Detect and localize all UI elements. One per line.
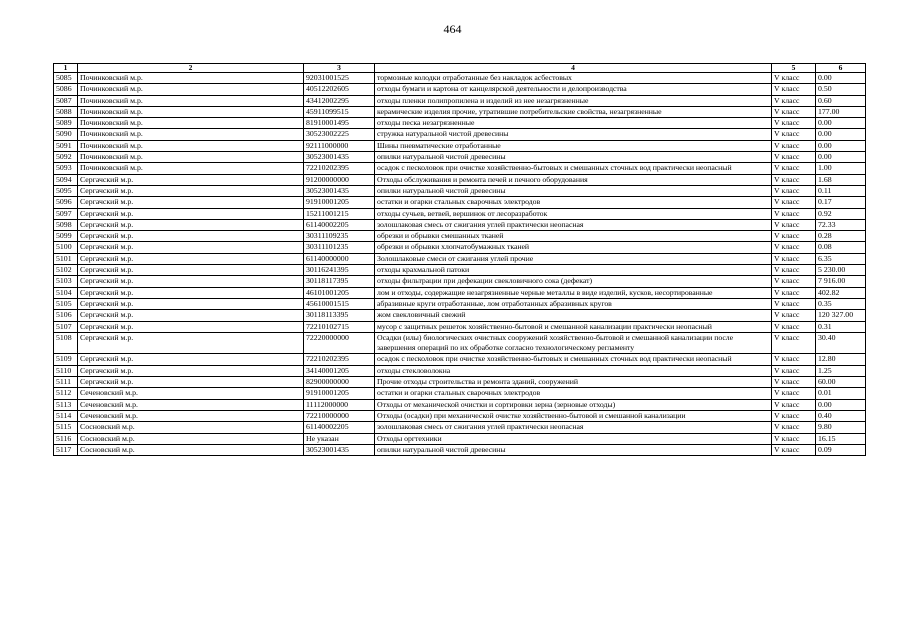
waste-code-cell: 81910001495 <box>304 118 375 129</box>
waste-description-cell: Шины пневматические отработанные <box>375 140 772 151</box>
district-cell: Сергачский м.р. <box>78 321 304 332</box>
table-row <box>54 388 866 399</box>
table-row <box>54 433 866 444</box>
hazard-class-cell: V класс <box>772 422 816 433</box>
table-row <box>54 95 866 106</box>
table-row <box>54 265 866 276</box>
amount-cell: 1.25 <box>816 365 866 376</box>
district-cell: Сергачский м.р. <box>78 174 304 185</box>
table-row <box>54 332 866 354</box>
waste-description-cell: керамические изделия прочие, утратившие потребительские свойства, незагрязненные <box>375 106 772 117</box>
row-number-cell: 5107 <box>54 321 78 332</box>
waste-description-cell: лом и отходы, содержащие незагрязненные черные металлы в виде изделий, кусков, несортированные <box>375 287 772 298</box>
district-cell: Сергачский м.р. <box>78 365 304 376</box>
waste-code-cell: 30116241395 <box>304 265 375 276</box>
amount-cell: 9.80 <box>816 422 866 433</box>
waste-description-cell: обрезки и обрывки хлопчатобумажных тканей <box>375 242 772 253</box>
waste-code-cell: 11112000000 <box>304 399 375 410</box>
hazard-class-cell: V класс <box>772 106 816 117</box>
amount-cell: 7 916.00 <box>816 276 866 287</box>
waste-description-cell: абразивные круги отработанные, лом отработанных абразивных кругов <box>375 298 772 309</box>
waste-code-cell: 91200000000 <box>304 174 375 185</box>
district-cell: Починковский м.р. <box>78 118 304 129</box>
hazard-class-cell: V класс <box>772 140 816 151</box>
district-cell: Сергачский м.р. <box>78 276 304 287</box>
table-row <box>54 129 866 140</box>
amount-cell: 0.08 <box>816 242 866 253</box>
hazard-class-cell: V класс <box>772 95 816 106</box>
amount-cell: 1.00 <box>816 163 866 174</box>
hazard-class-cell: V класс <box>772 174 816 185</box>
table-row <box>54 140 866 151</box>
waste-description-cell: Осадки (илы) биологических очистных сооружений хозяйственно-бытовой и смешанной канализации после завершения операций по их обработке согласно технологическому регламенту <box>375 332 772 354</box>
row-number-cell: 5110 <box>54 365 78 376</box>
waste-code-cell: 30118113395 <box>304 310 375 321</box>
header-col-1: 1 <box>54 64 78 73</box>
hazard-class-cell: V класс <box>772 231 816 242</box>
waste-code-cell: 72210102715 <box>304 321 375 332</box>
hazard-class-cell: V класс <box>772 208 816 219</box>
row-number-cell: 5108 <box>54 332 78 354</box>
amount-cell: 0.17 <box>816 197 866 208</box>
row-number-cell: 5104 <box>54 287 78 298</box>
table-row <box>54 310 866 321</box>
hazard-class-cell: V класс <box>772 197 816 208</box>
table-row <box>54 152 866 163</box>
table-row <box>54 163 866 174</box>
table-row <box>54 410 866 421</box>
amount-cell: 30.40 <box>816 332 866 354</box>
hazard-class-cell: V класс <box>772 84 816 95</box>
table-row <box>54 422 866 433</box>
waste-code-cell: 91910001205 <box>304 197 375 208</box>
waste-code-cell: 30118117395 <box>304 276 375 287</box>
amount-cell: 402.82 <box>816 287 866 298</box>
hazard-class-cell: V класс <box>772 321 816 332</box>
amount-cell: 0.09 <box>816 444 866 455</box>
district-cell: Починковский м.р. <box>78 95 304 106</box>
table-row <box>54 298 866 309</box>
hazard-class-cell: V класс <box>772 73 816 84</box>
waste-description-cell: мусор с защитных решеток хозяйственно-бытовой и смешанной канализации практически неопасный <box>375 321 772 332</box>
row-number-cell: 5097 <box>54 208 78 219</box>
table-row <box>54 73 866 84</box>
waste-description-cell: отходы песка незагрязненные <box>375 118 772 129</box>
district-cell: Сергачский м.р. <box>78 185 304 196</box>
waste-code-cell: 30311109235 <box>304 231 375 242</box>
hazard-class-cell: V класс <box>772 310 816 321</box>
district-cell: Сосновский м.р. <box>78 422 304 433</box>
hazard-class-cell: V класс <box>772 354 816 365</box>
waste-description-cell: отходы бумаги и картона от канцелярской деятельности и делопроизводства <box>375 84 772 95</box>
district-cell: Сергачский м.р. <box>78 242 304 253</box>
district-cell: Сосновский м.р. <box>78 444 304 455</box>
waste-code-cell: 40512202605 <box>304 84 375 95</box>
hazard-class-cell: V класс <box>772 163 816 174</box>
row-number-cell: 5114 <box>54 410 78 421</box>
row-number-cell: 5091 <box>54 140 78 151</box>
waste-code-cell: 92111000000 <box>304 140 375 151</box>
hazard-class-cell: V класс <box>772 185 816 196</box>
waste-description-cell: золошлаковая смесь от сжигания углей практически неопасная <box>375 422 772 433</box>
row-number-cell: 5088 <box>54 106 78 117</box>
table-row <box>54 276 866 287</box>
waste-description-cell: опилки натуральной чистой древесины <box>375 152 772 163</box>
hazard-class-cell: V класс <box>772 433 816 444</box>
hazard-class-cell: V класс <box>772 377 816 388</box>
waste-code-cell: 30523001435 <box>304 444 375 455</box>
table-row <box>54 208 866 219</box>
header-col-4: 4 <box>375 64 772 73</box>
waste-table <box>53 63 866 456</box>
amount-cell: 0.00 <box>816 129 866 140</box>
waste-code-cell: 82900000000 <box>304 377 375 388</box>
waste-description-cell: жом свекловичный свежий <box>375 310 772 321</box>
amount-cell: 1.68 <box>816 174 866 185</box>
row-number-cell: 5099 <box>54 231 78 242</box>
district-cell: Починковский м.р. <box>78 163 304 174</box>
table-row <box>54 377 866 388</box>
amount-cell: 5 230.00 <box>816 265 866 276</box>
district-cell: Сергачский м.р. <box>78 310 304 321</box>
table-row <box>54 242 866 253</box>
waste-code-cell: 30523001435 <box>304 185 375 196</box>
table-row <box>54 118 866 129</box>
district-cell: Починковский м.р. <box>78 84 304 95</box>
row-number-cell: 5106 <box>54 310 78 321</box>
row-number-cell: 5087 <box>54 95 78 106</box>
row-number-cell: 5100 <box>54 242 78 253</box>
row-number-cell: 5085 <box>54 73 78 84</box>
row-number-cell: 5117 <box>54 444 78 455</box>
waste-code-cell: 46101001205 <box>304 287 375 298</box>
amount-cell: 0.00 <box>816 118 866 129</box>
hazard-class-cell: V класс <box>772 242 816 253</box>
district-cell: Починковский м.р. <box>78 140 304 151</box>
row-number-cell: 5115 <box>54 422 78 433</box>
amount-cell: 6.35 <box>816 253 866 264</box>
amount-cell: 0.01 <box>816 388 866 399</box>
district-cell: Сергачский м.р. <box>78 219 304 230</box>
waste-description-cell: Отходы оргтехники <box>375 433 772 444</box>
amount-cell: 12.80 <box>816 354 866 365</box>
hazard-class-cell: V класс <box>772 276 816 287</box>
waste-description-cell: Золошлаковые смеси от сжигания углей прочие <box>375 253 772 264</box>
waste-code-cell: 43412002295 <box>304 95 375 106</box>
row-number-cell: 5113 <box>54 399 78 410</box>
table-row <box>54 321 866 332</box>
waste-description-cell: обрезки и обрывки смешанных тканей <box>375 231 772 242</box>
table-row <box>54 231 866 242</box>
waste-code-cell: 15211001215 <box>304 208 375 219</box>
amount-cell: 0.28 <box>816 231 866 242</box>
district-cell: Сеченовский м.р. <box>78 410 304 421</box>
amount-cell: 0.00 <box>816 73 866 84</box>
hazard-class-cell: V класс <box>772 298 816 309</box>
waste-description-cell: осадок с песколовок при очистке хозяйственно-бытовых и смешанных сточных вод практически неопасный <box>375 163 772 174</box>
amount-cell: 60.00 <box>816 377 866 388</box>
hazard-class-cell: V класс <box>772 444 816 455</box>
row-number-cell: 5116 <box>54 433 78 444</box>
waste-code-cell: 72220000000 <box>304 332 375 354</box>
waste-code-cell: 92031001525 <box>304 73 375 84</box>
table-row <box>54 197 866 208</box>
waste-code-cell: 45911099515 <box>304 106 375 117</box>
amount-cell: 120 327.00 <box>816 310 866 321</box>
row-number-cell: 5094 <box>54 174 78 185</box>
waste-description-cell: Отходы (осадки) при механической очистке хозяйственно-бытовой и смешанной канализации <box>375 410 772 421</box>
row-number-cell: 5086 <box>54 84 78 95</box>
table-row <box>54 185 866 196</box>
waste-code-cell: 91910001205 <box>304 388 375 399</box>
waste-description-cell: осадок с песколовок при очистке хозяйственно-бытовых и смешанных сточных вод практически неопасный <box>375 354 772 365</box>
district-cell: Сергачский м.р. <box>78 287 304 298</box>
waste-code-cell: 34140001205 <box>304 365 375 376</box>
hazard-class-cell: V класс <box>772 332 816 354</box>
district-cell: Сеченовский м.р. <box>78 399 304 410</box>
row-number-cell: 5093 <box>54 163 78 174</box>
district-cell: Сергачский м.р. <box>78 332 304 354</box>
table-row <box>54 354 866 365</box>
waste-description-cell: стружка натуральной чистой древесины <box>375 129 772 140</box>
table-body <box>54 73 866 456</box>
waste-description-cell: отходы сучьев, ветвей, вершинок от лесоразработок <box>375 208 772 219</box>
waste-description-cell: опилки натуральной чистой древесины <box>375 185 772 196</box>
hazard-class-cell: V класс <box>772 118 816 129</box>
row-number-cell: 5089 <box>54 118 78 129</box>
waste-code-cell: 72210000000 <box>304 410 375 421</box>
waste-description-cell: тормозные колодки отработанные без накладок асбестовых <box>375 73 772 84</box>
waste-description-cell: Прочие отходы строительства и ремонта зданий, сооружений <box>375 377 772 388</box>
row-number-cell: 5098 <box>54 219 78 230</box>
waste-code-cell: 45610001515 <box>304 298 375 309</box>
table-row <box>54 287 866 298</box>
amount-cell: 0.00 <box>816 152 866 163</box>
amount-cell: 0.31 <box>816 321 866 332</box>
waste-description-cell: Отходы обслуживания и ремонта печей и печного оборудования <box>375 174 772 185</box>
district-cell: Сергачский м.р. <box>78 231 304 242</box>
table-row <box>54 174 866 185</box>
waste-description-cell: отходы стекловолокна <box>375 365 772 376</box>
hazard-class-cell: V класс <box>772 287 816 298</box>
amount-cell: 0.11 <box>816 185 866 196</box>
amount-cell: 0.40 <box>816 410 866 421</box>
amount-cell: 177.00 <box>816 106 866 117</box>
row-number-cell: 5105 <box>54 298 78 309</box>
amount-cell: 0.00 <box>816 140 866 151</box>
waste-code-cell: 30523001435 <box>304 152 375 163</box>
table-row <box>54 399 866 410</box>
row-number-cell: 5102 <box>54 265 78 276</box>
waste-description-cell: отходы пленки полипропилена и изделий из нее незагрязненные <box>375 95 772 106</box>
district-cell: Сергачский м.р. <box>78 354 304 365</box>
waste-code-cell: 61140000000 <box>304 253 375 264</box>
amount-cell: 0.60 <box>816 95 866 106</box>
waste-code-cell: 72210202395 <box>304 163 375 174</box>
district-cell: Сергачский м.р. <box>78 377 304 388</box>
table-row <box>54 253 866 264</box>
waste-code-cell: 61140002205 <box>304 422 375 433</box>
hazard-class-cell: V класс <box>772 399 816 410</box>
row-number-cell: 5103 <box>54 276 78 287</box>
hazard-class-cell: V класс <box>772 410 816 421</box>
waste-code-cell: 30311101235 <box>304 242 375 253</box>
table-row <box>54 365 866 376</box>
table-row <box>54 106 866 117</box>
amount-cell: 72.33 <box>816 219 866 230</box>
header-col-5: 5 <box>772 64 816 73</box>
row-number-cell: 5095 <box>54 185 78 196</box>
hazard-class-cell: V класс <box>772 365 816 376</box>
row-number-cell: 5090 <box>54 129 78 140</box>
waste-description-cell: золошлаковая смесь от сжигания углей практически неопасная <box>375 219 772 230</box>
district-cell: Починковский м.р. <box>78 129 304 140</box>
hazard-class-cell: V класс <box>772 152 816 163</box>
amount-cell: 0.00 <box>816 399 866 410</box>
amount-cell: 16.15 <box>816 433 866 444</box>
district-cell: Починковский м.р. <box>78 73 304 84</box>
header-row <box>54 64 866 73</box>
waste-description-cell: остатки и огарки стальных сварочных электродов <box>375 197 772 208</box>
waste-code-cell: Не указан <box>304 433 375 444</box>
waste-description-cell: опилки натуральной чистой древесины <box>375 444 772 455</box>
district-cell: Сергачский м.р. <box>78 197 304 208</box>
waste-description-cell: отходы фильтрации при дефекации свекловичного сока (дефекат) <box>375 276 772 287</box>
hazard-class-cell: V класс <box>772 253 816 264</box>
district-cell: Сергачский м.р. <box>78 265 304 276</box>
row-number-cell: 5112 <box>54 388 78 399</box>
district-cell: Сеченовский м.р. <box>78 388 304 399</box>
waste-description-cell: отходы крахмальной патоки <box>375 265 772 276</box>
amount-cell: 0.50 <box>816 84 866 95</box>
hazard-class-cell: V класс <box>772 265 816 276</box>
waste-description-cell: Отходы от механической очистки и сортировки зерна (зерновые отходы) <box>375 399 772 410</box>
page-number: 464 <box>443 22 462 36</box>
waste-code-cell: 72210202395 <box>304 354 375 365</box>
district-cell: Починковский м.р. <box>78 152 304 163</box>
row-number-cell: 5109 <box>54 354 78 365</box>
row-number-cell: 5096 <box>54 197 78 208</box>
amount-cell: 0.92 <box>816 208 866 219</box>
district-cell: Сергачский м.р. <box>78 298 304 309</box>
hazard-class-cell: V класс <box>772 388 816 399</box>
row-number-cell: 5101 <box>54 253 78 264</box>
district-cell: Починковский м.р. <box>78 106 304 117</box>
waste-description-cell: остатки и огарки стальных сварочных электродов <box>375 388 772 399</box>
row-number-cell: 5111 <box>54 377 78 388</box>
header-col-3: 3 <box>304 64 375 73</box>
row-number-cell: 5092 <box>54 152 78 163</box>
table-row <box>54 84 866 95</box>
waste-code-cell: 61140002205 <box>304 219 375 230</box>
district-cell: Сергачский м.р. <box>78 253 304 264</box>
hazard-class-cell: V класс <box>772 219 816 230</box>
table-row <box>54 219 866 230</box>
waste-code-cell: 30523002225 <box>304 129 375 140</box>
header-col-2: 2 <box>78 64 304 73</box>
district-cell: Сергачский м.р. <box>78 208 304 219</box>
district-cell: Сосновский м.р. <box>78 433 304 444</box>
table-row <box>54 444 866 455</box>
header-col-6: 6 <box>816 64 866 73</box>
hazard-class-cell: V класс <box>772 129 816 140</box>
amount-cell: 0.35 <box>816 298 866 309</box>
